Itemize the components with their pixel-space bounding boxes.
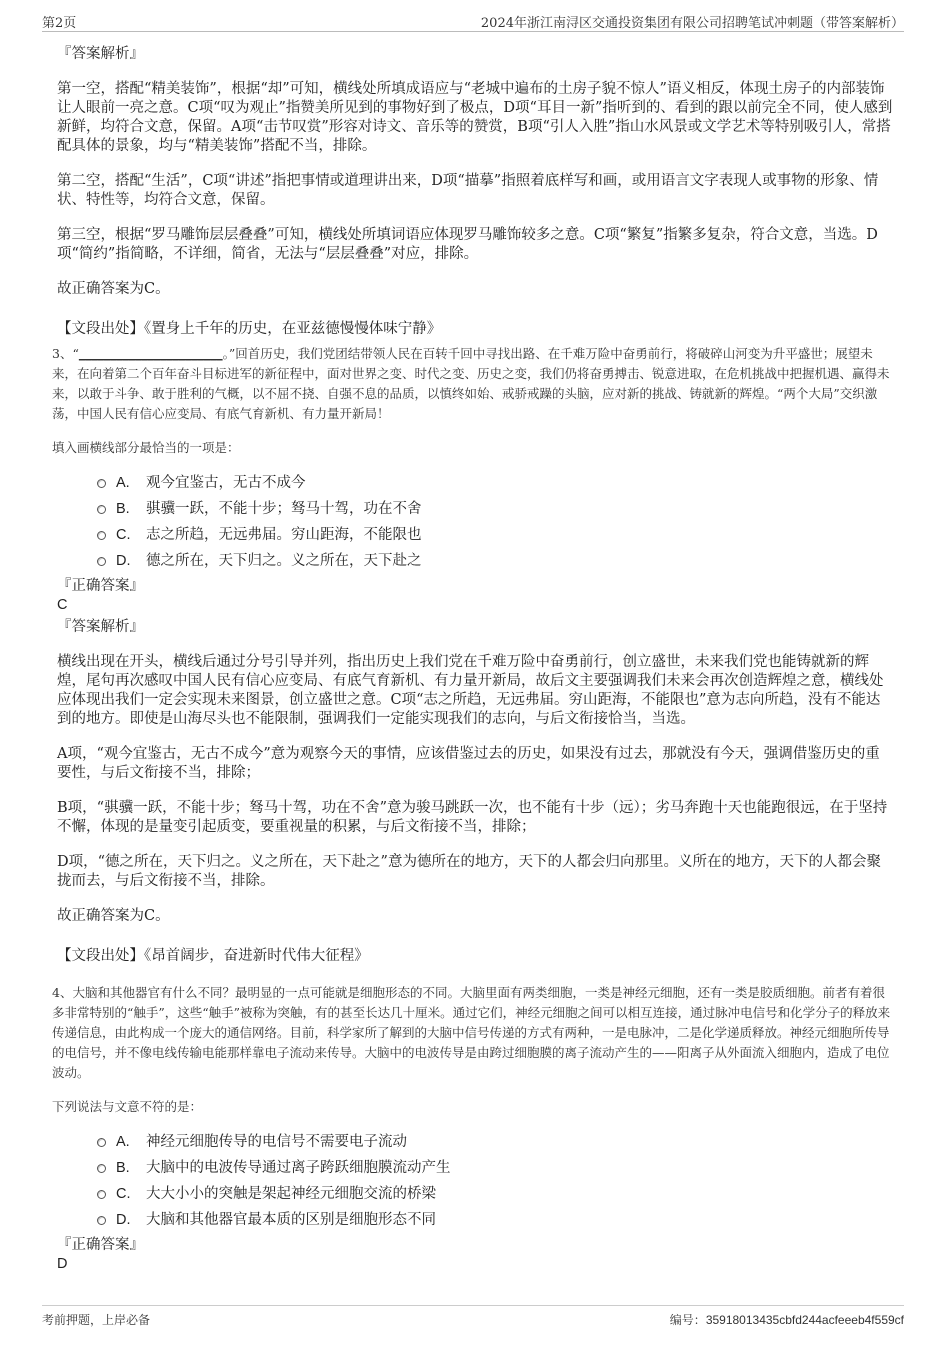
document-code: 编号：35918013435cbfd244acfeeeb4f559cf bbox=[669, 1313, 904, 1327]
option-d[interactable]: D. 德之所在，天下归之。义之所在，天下赴之 bbox=[97, 548, 893, 574]
option-c[interactable]: C. 大大小小的突触是架起神经元细胞交流的桥梁 bbox=[97, 1181, 893, 1207]
correct-answer: D bbox=[57, 1256, 68, 1272]
radio-icon[interactable] bbox=[97, 1190, 106, 1199]
document-body bbox=[52, 44, 893, 1274]
document-title: 2024年浙江南浔区交通投资集团有限公司招聘笔试冲刺题（带答案解析） bbox=[480, 16, 904, 31]
footer-slogan: 考前押题，上岸必备 bbox=[42, 1313, 151, 1327]
radio-icon[interactable] bbox=[97, 557, 106, 566]
correct-answer: C bbox=[57, 597, 68, 613]
passage-source: 【文段出处】《置身上千年的历史，在亚兹德慢慢体味宁静》 bbox=[57, 321, 442, 337]
analysis-paragraph: 第三空，根据“罗马雕饰层层叠叠”可知，横线处所填词语应体现罗马雕饰较多之意。C项“繁复”指繁多复杂，符合文意，当选。D项“简约”指简略，不详细，简省，无法与“层层叠叠”对应，排除。 bbox=[57, 227, 878, 262]
option-a[interactable]: A. 神经元细胞传导的电信号不需要电子流动 bbox=[97, 1129, 893, 1155]
analysis-paragraph: 第一空，搭配“精美装饰”，根据“却”可知，横线处所填成语应与“老城中遍布的土房子貌不惊人”语义相反，体现土房子的内部装饰让人眼前一亮之意。C项“叹为观止”指赞美所见到的事物好到了极点，D项“耳目一新”指听到的、看到的跟以前完全不同，使人感到新鲜，均符合文意，保留。A项“击节叹赏”形容对诗文、音乐等的赞赏，B项“引人入胜”指山水风景或文学艺术等特别吸引人，常搭配具体的景象，均与“精美装饰”搭配不当，排除。 bbox=[57, 81, 893, 154]
analysis-paragraph: D项，“德之所在，天下归之。义之所在，天下赴之”意为德所在的地方，天下的人都会归向那里。义所在的地方，天下的人都会聚拢而去，与后文衔接不当，排除。 bbox=[57, 854, 881, 889]
page-footer bbox=[42, 1305, 904, 1327]
question-3-stem bbox=[52, 344, 893, 424]
answer-blank: _______________________ bbox=[78, 346, 223, 361]
question-text: 。”回首历史，我们党团结带领人民在百转千回中寻找出路、在千难万险中奋勇前行，将破碎山河变为升平盛世；展望未来，在向着第二个百年奋斗目标进军的新征程中，面对世界之变、时代之变、历史之变，我们仍将奋勇搏击、锐意进取，在危机挑战中把握机遇、赢得未来，以敢于斗争、敢于胜利的气概，以不屈不挠、自强不息的品质，以慎终如始、戒骄戒躁的头脑，应对新的挑战、铸就新的辉煌。“两个大局”交织激荡，中国人民有信心应变局、有底气育新机、有力量开新局！ bbox=[52, 346, 890, 421]
radio-icon[interactable] bbox=[97, 1164, 106, 1173]
question-prompt: 下列说法与文意不符的是： bbox=[52, 1099, 203, 1114]
option-list bbox=[97, 1129, 893, 1233]
option-d[interactable]: D. 大脑和其他器官最本质的区别是细胞形态不同 bbox=[97, 1207, 893, 1233]
page-header bbox=[42, 12, 904, 32]
question-number: 3、“ bbox=[52, 346, 79, 361]
option-b[interactable]: B. 骐骥一跃，不能十步；驽马十驾，功在不舍 bbox=[97, 496, 893, 522]
question-prompt: 填入画横线部分最恰当的一项是： bbox=[52, 440, 240, 455]
radio-icon[interactable] bbox=[97, 1138, 106, 1147]
analysis-paragraph: B项，“骐骥一跃，不能十步；驽马十驾，功在不舍”意为骏马跳跃一次，也不能有十步（远）；劣马奔跑十天也能跑很远，在于坚持不懈，体现的是量变引起质变，要重视量的积累，与后文衔接不当，排除； bbox=[57, 800, 888, 835]
passage-source: 【文段出处】《昂首阔步，奋进新时代伟大征程》 bbox=[57, 948, 369, 964]
page-number: 第2页 bbox=[42, 16, 77, 31]
option-b[interactable]: B. 大脑中的电波传导通过离子跨跃细胞膜流动产生 bbox=[97, 1155, 893, 1181]
analysis-heading: 『答案解析』 bbox=[57, 46, 144, 62]
radio-icon[interactable] bbox=[97, 505, 106, 514]
analysis-paragraph: 第二空，搭配“生活”，C项“讲述”指把事情或道理讲出来，D项“描摹”指照着底样写和画，或用语言文字表现人或事物的形象、情状、特性等，均符合文意，保留。 bbox=[57, 173, 879, 208]
correct-answer-heading: 『正确答案』 bbox=[57, 578, 144, 594]
analysis-heading: 『答案解析』 bbox=[57, 619, 144, 635]
option-a[interactable]: A. 观今宜鉴古，无古不成今 bbox=[97, 470, 893, 496]
radio-icon[interactable] bbox=[97, 531, 106, 540]
conclusion: 故正确答案为C。 bbox=[57, 281, 170, 297]
conclusion: 故正确答案为C。 bbox=[57, 908, 170, 924]
question-4-stem: 4、大脑和其他器官有什么不同？最明显的一点可能就是细胞形态的不同。大脑里面有两类细胞，一类是神经元细胞，还有一类是胶质细胞。前者有着很多非常特别的“触手”，这些“触手”被称为突触，有的甚至长达几十厘米。通过它们，神经元细胞之间可以相互连接，通过脉冲电信号和化学分子的释放来传递信息，由此构成一个庞大的通信网络。目前，科学家所了解到的大脑中信号传递的方式有两种，一是电脉冲，二是化学递质释放。神经元细胞所传导的电信号，并不像电线传输电能那样靠电子流动来传导。大脑中的电波传导是由跨过细胞膜的离子流动产生的——阳离子从外面流入细胞内，造成了电位波动。 bbox=[52, 985, 891, 1080]
correct-answer-heading: 『正确答案』 bbox=[57, 1237, 144, 1253]
analysis-paragraph: A项，“观今宜鉴古，无古不成今”意为观察今天的事情，应该借鉴过去的历史，如果没有过去，那就没有今天，强调借鉴历史的重要性，与后文衔接不当，排除； bbox=[57, 746, 880, 781]
option-list bbox=[97, 470, 893, 574]
radio-icon[interactable] bbox=[97, 479, 106, 488]
option-c[interactable]: C. 志之所趋，无远弗届。穷山距海，不能限也 bbox=[97, 522, 893, 548]
analysis-paragraph: 横线出现在开头，横线后通过分号引导并列，指出历史上我们党在千难万险中奋勇前行，创立盛世，未来我们党也能铸就新的辉煌，尾句再次感叹中国人民有信心应变局、有底气育新机、有力量开新局，故后文主要强调我们未来会再次创造辉煌之意，横线处应体现出我们一定会实现未来图景，创立盛世之意。C项“志之所趋，无远弗届。穷山距海，不能限也”意为志向所趋，没有不能达到的地方。即使是山海尽头也不能限制，强调我们一定能实现我们的志向，与后文衔接恰当，当选。 bbox=[57, 654, 884, 727]
radio-icon[interactable] bbox=[97, 1216, 106, 1225]
